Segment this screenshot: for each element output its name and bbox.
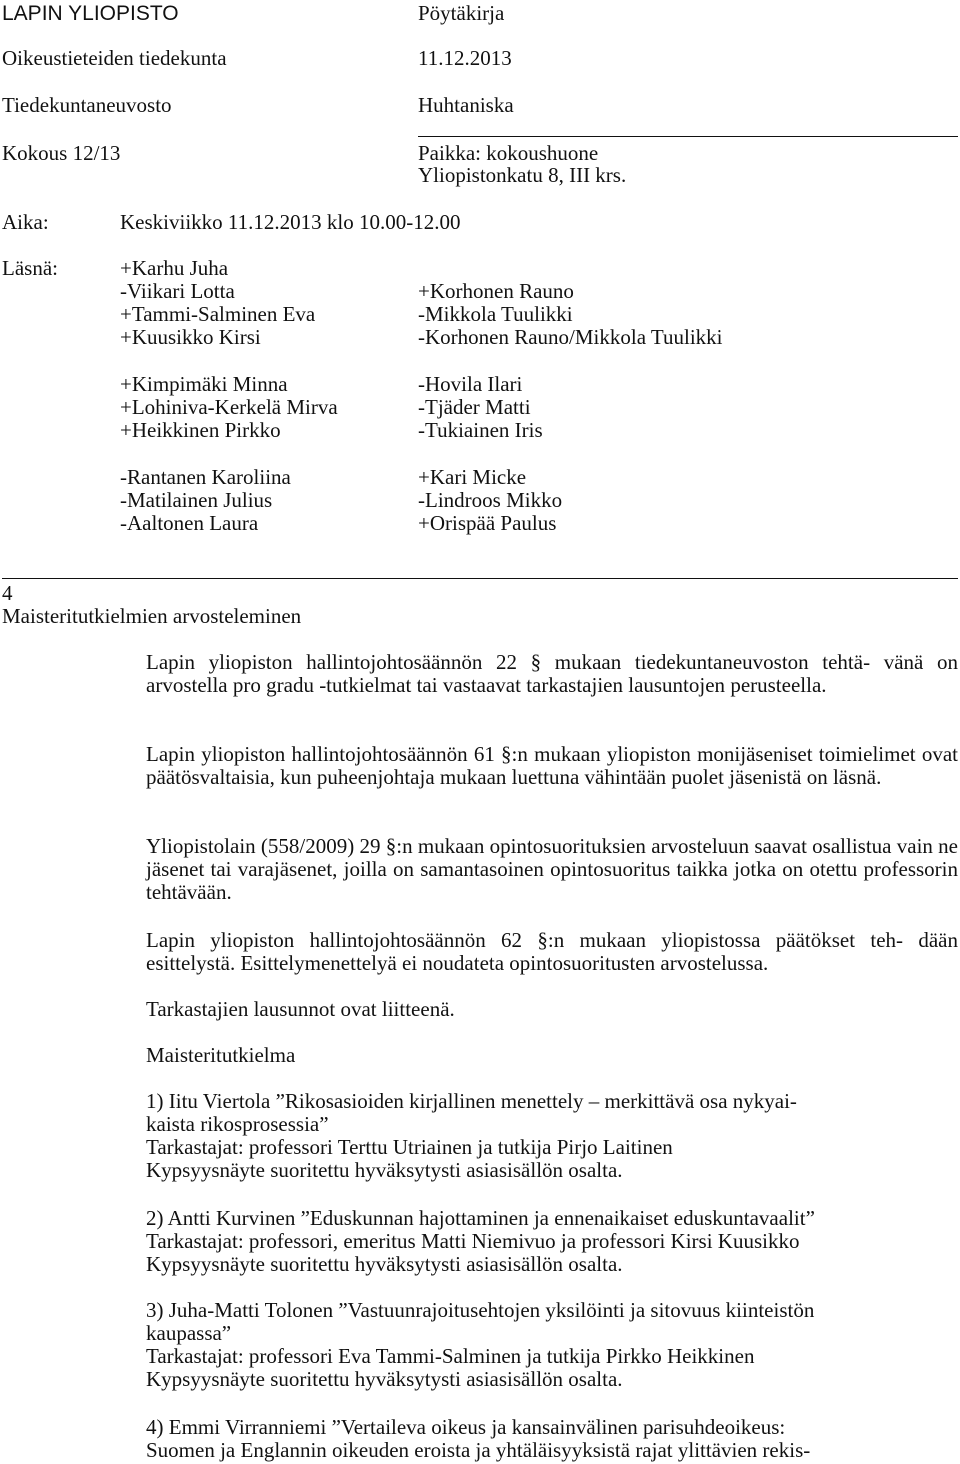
attendance-label: Läsnä: [2, 256, 58, 280]
paragraph-line: Lapin yliopiston hallintojohtosäännön 22 § mukaan tiedekuntaneuvoston tehtä- [146, 650, 871, 674]
attendee-right: +Korhonen Rauno [418, 279, 574, 303]
paragraph [146, 743, 958, 789]
thesis-line: Tarkastajat: professori, emeritus Matti Niemivuo ja professori Kirsi Kuusikko [146, 1229, 800, 1253]
attendee-left: +Kimpimäki Minna [120, 372, 288, 396]
attendee-left: +Lohiniva-Kerkelä Mirva [120, 395, 338, 419]
thesis-line: 4) Emmi Virranniemi ”Vertaileva oikeus ja kansainvälinen parisuhdeoikeus: [146, 1415, 786, 1439]
attendee-left: -Aaltonen Laura [120, 511, 259, 535]
thesis-line: 1) Iitu Viertola ”Rikosasioiden kirjallinen menettely – merkittävä osa nykyai- [146, 1089, 797, 1113]
attendee-left: +Tammi-Salminen Eva [120, 302, 316, 326]
attendee-right: +Orispää Paulus [418, 511, 557, 535]
attendee-left: -Matilainen Julius [120, 488, 273, 512]
paragraph [146, 835, 958, 904]
time-value: Keskiviikko 11.12.2013 klo 10.00-12.00 [120, 210, 461, 234]
attendee-right: -Hovila Ilari [418, 372, 523, 396]
paragraph-line: taikka jotka on otettu professorin tehtävään. [146, 857, 959, 904]
attendee-right: -Lindroos Mikko [418, 488, 563, 512]
thesis-item [146, 1299, 958, 1391]
thesis-line: 2) Antti Kurvinen ”Eduskunnan hajottaminen ja ennenaikaiset eduskuntavaalit” [146, 1206, 815, 1230]
paragraph-line: vänä on arvostella pro gradu -tutkielmat tai vastaavat tarkastajien lausuntojen [146, 650, 958, 697]
attendee-left: +Heikkinen Pirkko [120, 418, 281, 442]
thesis-item [146, 1207, 958, 1276]
thesis-item [146, 1416, 958, 1462]
time-label: Aika: [2, 210, 49, 234]
header-rule [418, 136, 958, 137]
meeting-number: Kokous 12/13 [2, 141, 121, 165]
thesis-line: Kypsyysnäyte suoritettu hyväksytysti asiasisällön osalta. [146, 1252, 623, 1276]
meeting-address: Yliopistonkatu 8, III krs. [418, 163, 627, 187]
attendee-right: -Tukiainen Iris [418, 418, 543, 442]
attendee-right: -Tjäder Matti [418, 395, 531, 419]
place-short: Huhtaniska [418, 93, 514, 117]
paragraph-line: osallistua vain ne jäsenet tai varajäsenet, joilla on samantasoinen opintosuoritus [146, 834, 958, 881]
doc-type: Pöytäkirja [418, 1, 505, 25]
paragraph-line: perusteella. [730, 673, 827, 697]
faculty: Oikeustieteiden tiedekunta [2, 46, 227, 70]
paragraph-line: Yliopistolain (558/2009) 29 §:n mukaan opintosuorituksien arvosteluun saavat [146, 834, 807, 858]
attendee-left: +Kuusikko Kirsi [120, 325, 261, 349]
thesis-line: Tarkastajat: professori Terttu Utriainen ja tutkija Pirjo Laitinen [146, 1135, 673, 1159]
paragraph [146, 651, 958, 697]
meeting-room: Paikka: kokoushuone [418, 141, 599, 165]
thesis-line: Suomen ja Englannin oikeuden eroista ja yhtäläisyyksistä rajat ylittävien rekis- [146, 1438, 811, 1462]
thesis-line: kaupassa” [146, 1321, 232, 1345]
thesis-line: Kypsyysnäyte suoritettu hyväksytysti asiasisällön osalta. [146, 1158, 623, 1182]
section-rule [2, 578, 958, 579]
attendee-right: +Kari Micke [418, 465, 527, 489]
council: Tiedekuntaneuvosto [2, 93, 172, 117]
org-name: LAPIN YLIOPISTO [2, 2, 179, 25]
thesis-item [146, 1090, 958, 1182]
section-title: Maisteritutkielmien arvosteleminen [2, 604, 302, 628]
paragraph-line: toimielimet ovat päätösvaltaisia, kun puheenjohtaja mukaan luettuna vähintään [146, 742, 959, 789]
paragraph-line: dään esittelystä. Esittelymenettelyä ei noudateta opintosuoritusten arvostelussa. [146, 928, 959, 975]
thesis-subheading: Maisteritutkielma [146, 1043, 296, 1067]
meeting-date: 11.12.2013 [418, 46, 512, 70]
attendee-right: -Korhonen Rauno/Mikkola Tuulikki [418, 325, 723, 349]
paragraph-line: puolet jäsenistä on läsnä. [671, 765, 882, 789]
paragraph-line: Lapin yliopiston hallintojohtosäännön 61 §:n mukaan yliopiston monijäseniset [146, 742, 813, 766]
attendee-left: -Rantanen Karoliina [120, 465, 291, 489]
thesis-line: Kypsyysnäyte suoritettu hyväksytysti asiasisällön osalta. [146, 1367, 623, 1391]
thesis-line: kaista rikosprosessia” [146, 1112, 329, 1136]
thesis-line: Tarkastajat: professori Eva Tammi-Salminen ja tutkija Pirkko Heikkinen [146, 1344, 755, 1368]
section-number: 4 [2, 581, 13, 605]
attendee-left: -Viikari Lotta [120, 279, 235, 303]
thesis-line: 3) Juha-Matti Tolonen ”Vastuunrajoitusehtojen yksilöinti ja sitovuus kiinteistön [146, 1298, 815, 1322]
paragraph-line: Lapin yliopiston hallintojohtosäännön 62 §:n mukaan yliopistossa päätökset teh- [146, 928, 904, 952]
paragraph [146, 929, 958, 975]
attachments-note: Tarkastajien lausunnot ovat liitteenä. [146, 997, 455, 1021]
attendee-right: -Mikkola Tuulikki [418, 302, 573, 326]
attendee-left: +Karhu Juha [120, 256, 229, 280]
